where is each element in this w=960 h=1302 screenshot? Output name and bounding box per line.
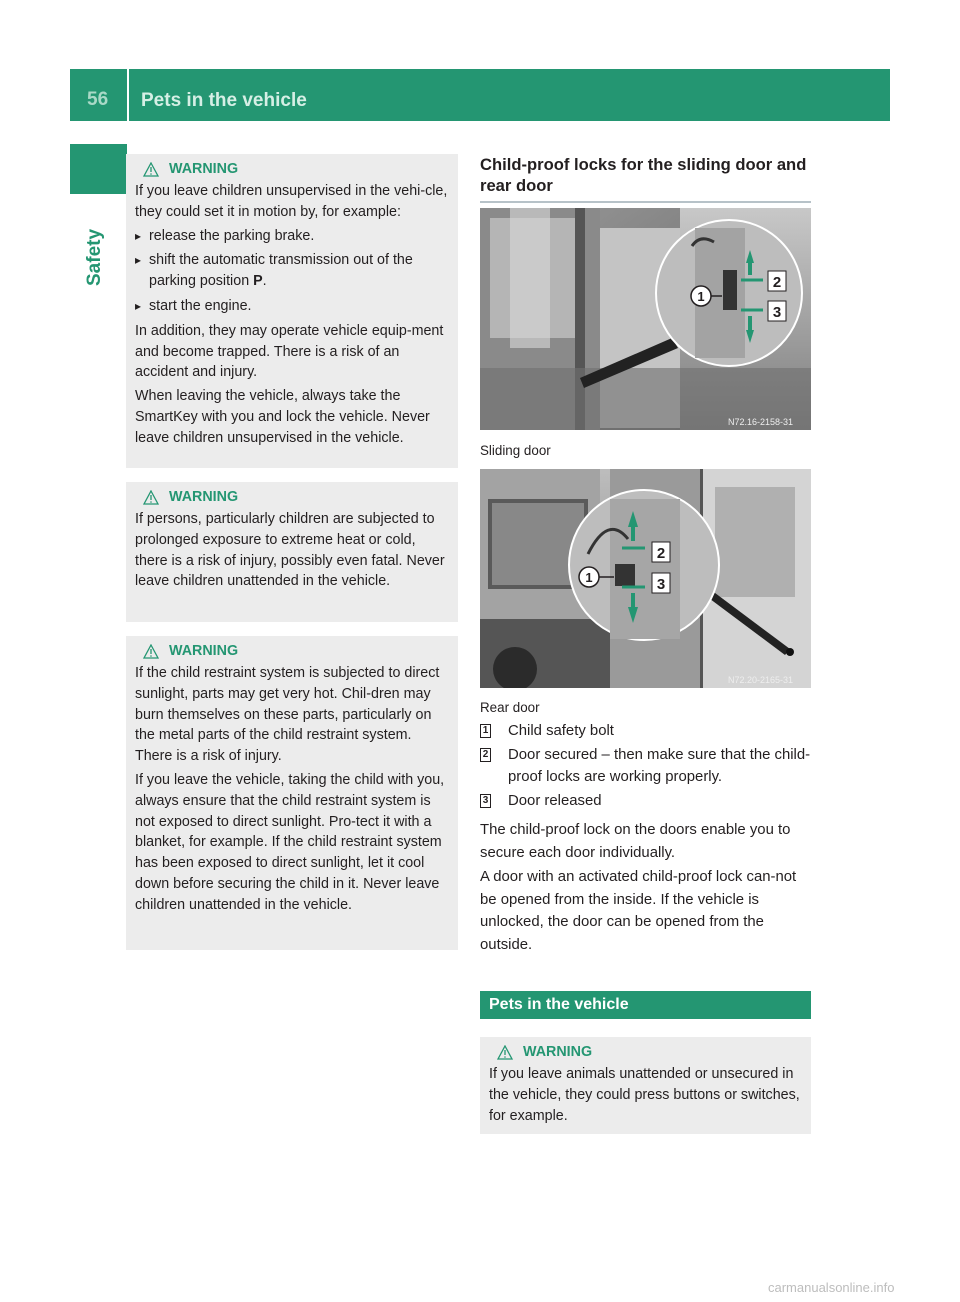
callout-label-3: 3 bbox=[772, 304, 782, 321]
page-number: 56 bbox=[87, 89, 109, 110]
callout-label-2: 2 bbox=[656, 545, 666, 562]
childproof-description bbox=[480, 819, 813, 958]
list-item: ▸ shift the automatic transmission out of the parking position P. bbox=[135, 250, 449, 292]
legend-key: 3 bbox=[480, 794, 491, 808]
list-item: ▸ release the parking brake. bbox=[135, 226, 449, 247]
rear-door-image bbox=[480, 469, 811, 688]
warning-heading: WARNING bbox=[135, 159, 449, 179]
warning-heading: WARNING bbox=[135, 487, 449, 507]
legend-item: 1 Child safety bolt bbox=[480, 720, 812, 742]
page-header bbox=[70, 69, 890, 121]
list-item: ▸ start the engine. bbox=[135, 296, 449, 317]
section-title-pets: Pets in the vehicle bbox=[480, 991, 811, 1019]
callout-label-1: 1 bbox=[697, 289, 705, 304]
section-divider bbox=[480, 201, 811, 203]
callout-label-3: 3 bbox=[656, 576, 666, 593]
image-code: N72.16-2158-31 bbox=[728, 417, 794, 427]
warning-intro: If you leave children unsupervised in the vehi-cle, they could set it in motion by, for example: bbox=[135, 183, 448, 220]
header-divider bbox=[127, 69, 129, 121]
body-paragraph: A door with an activated child-proof lock can-not be opened from the inside. If the vehicle is unlocked, the door can be opened from the outside. bbox=[480, 869, 797, 953]
warning-box-children-unsupervised bbox=[126, 154, 458, 468]
legend-key: 1 bbox=[480, 724, 491, 738]
warning-box-pets bbox=[480, 1037, 811, 1134]
section-title-childproof: Child-proof locks for the sliding door and rear door bbox=[480, 155, 807, 195]
warning-triangle-icon bbox=[497, 1045, 513, 1060]
body-paragraph: The child-proof lock on the doors enable you to secure each door individually. bbox=[480, 822, 791, 861]
legend-key: 2 bbox=[480, 748, 491, 762]
callout-legend bbox=[480, 720, 812, 814]
warning-paragraph: If you leave animals unattended or unsecured in the vehicle, they could press buttons or switches, for example. bbox=[489, 1066, 800, 1124]
legend-item: 2 Door secured – then make sure that the child-proof locks are working properly. bbox=[480, 744, 812, 788]
warning-paragraph: If you leave the vehicle, taking the child with you, always ensure that the child restraint system is not exposed to direct sunlight. Pro-tect it with a blanket, for example. If the child restraint system has been exposed to direct sunlight, let it cool down before securing the child in it. Never leave children unattended in the vehicle. bbox=[135, 771, 445, 913]
rear-door-illustration bbox=[480, 469, 811, 688]
caption-rear-door: Rear door bbox=[480, 700, 540, 715]
section-tab-marker bbox=[70, 144, 127, 194]
callout-label-2: 2 bbox=[772, 274, 782, 291]
warning-heading: WARNING bbox=[135, 641, 449, 661]
warning-heading: WARNING bbox=[489, 1042, 802, 1062]
callout-label-1: 1 bbox=[585, 570, 593, 585]
warning-paragraph: When leaving the vehicle, always take the SmartKey with you and lock the vehicle. Never leave children unsupervised in the vehicle. bbox=[135, 388, 430, 446]
image-code: N72.20-2165-31 bbox=[728, 675, 794, 685]
watermark: carmanualsonline.info bbox=[768, 1280, 895, 1295]
warning-triangle-icon bbox=[143, 490, 159, 505]
caption-sliding-door: Sliding door bbox=[480, 443, 551, 458]
warning-box-extreme-heat bbox=[126, 482, 458, 622]
section-tab-label: Safety bbox=[84, 228, 105, 286]
warning-box-child-restraint-sunlight bbox=[126, 636, 458, 950]
warning-triangle-icon bbox=[143, 644, 159, 659]
header-title: Pets in the vehicle bbox=[141, 90, 307, 111]
warning-triangle-icon bbox=[143, 162, 159, 177]
warning-paragraph: If the child restraint system is subjected to direct sunlight, parts may get very hot. Chil-dren may burn themselves on these parts, particularly on the metal parts of the child restraint system. There is a risk of injury. bbox=[135, 665, 440, 765]
warning-paragraph: In addition, they may operate vehicle equip-ment and become trapped. There is a risk of an accident and injury. bbox=[135, 322, 444, 381]
warning-bullet-list bbox=[135, 226, 449, 317]
legend-item: 3 Door released bbox=[480, 790, 812, 812]
warning-paragraph: If persons, particularly children are subjected to prolonged exposure to extreme heat or cold, there is a risk of injury, possibly even fatal. Never leave children unattended in the vehicle. bbox=[135, 511, 445, 590]
sliding-door-image bbox=[480, 208, 811, 430]
sliding-door-illustration bbox=[480, 208, 811, 430]
